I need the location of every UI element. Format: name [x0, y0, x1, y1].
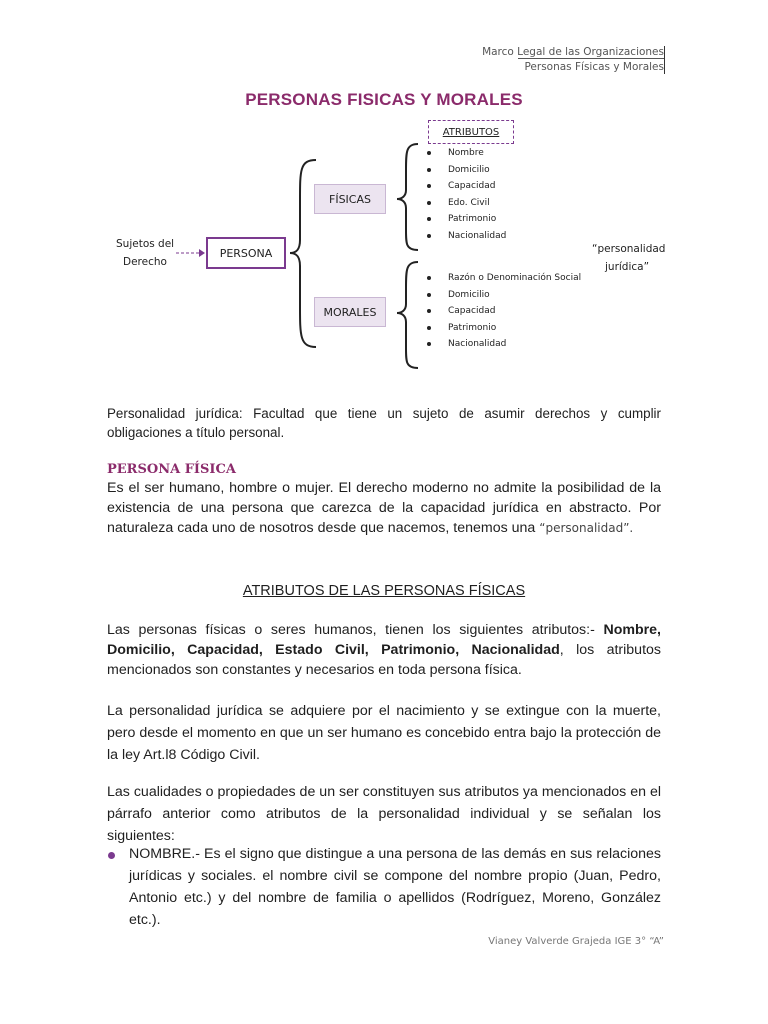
- header-topic: Personas Físicas y Morales: [524, 61, 664, 73]
- personalidad-label-1: “personalidad: [592, 243, 666, 255]
- fisicas-label: FÍSICAS: [329, 192, 371, 206]
- page-title: PERSONAS FISICAS Y MORALES: [245, 90, 523, 109]
- persona-label: PERSONA: [219, 246, 273, 260]
- fisicas-attribute-item: [424, 228, 506, 245]
- fisicas-attribute-label: Capacidad: [448, 181, 496, 192]
- footer-author: Vianey Valverde Grajeda IGE 3° “A”: [488, 936, 664, 947]
- personalidad-quote: “personalidad”.: [539, 521, 634, 535]
- morales-attribute-item: [424, 320, 581, 337]
- bullet-icon: [427, 168, 431, 172]
- nombre-bullet-icon: [108, 852, 115, 859]
- fisicas-attribute-label: Domicilio: [448, 164, 490, 175]
- personalidad-definition: Personalidad jurídica: Facultad que tiene un sujeto de asumir derechos y cumplir obligaciones a título personal.: [107, 406, 661, 440]
- fisicas-attribute-label: Edo. Civil: [448, 197, 490, 208]
- adquisicion-paragraph: La personalidad jurídica se adquiere por el nacimiento y se extingue con la muerte, pero desde el momento en que un ser humano es concebido entra bajo la protección de la ley Art.l8 Código Civil.: [107, 703, 661, 763]
- atributos-section-title: ATRIBUTOS DE LAS PERSONAS FÍSICAS: [242, 583, 526, 599]
- bullet-icon: [427, 342, 431, 346]
- concept-diagram: [0, 110, 768, 380]
- morales-attribute-label: Nacionalidad: [448, 339, 507, 350]
- header-divider: [518, 58, 664, 59]
- morales-attribute-label: Capacidad: [448, 306, 496, 317]
- bullet-icon: [427, 326, 431, 330]
- bullet-icon: [427, 276, 431, 280]
- morales-attribute-item: [424, 303, 581, 320]
- atributos-paragraph-end: , los atributos mencionados son constantes y necesarios en toda persona física.: [107, 642, 661, 678]
- header-subject: Marco Legal de las Organizaciones: [482, 46, 664, 58]
- morales-attribute-item: [424, 336, 581, 353]
- atributos-paragraph: [107, 620, 661, 680]
- fisicas-attribute-label: Nacionalidad: [448, 230, 507, 241]
- atributos-paragraph-intro: Las personas físicas o seres humanos, tienen los siguientes atributos:-: [107, 622, 604, 638]
- fisicas-attribute-item: [424, 178, 506, 195]
- bullet-icon: [427, 309, 431, 313]
- atributos-paragraph-bold: Nombre, Domicilio, Capacidad, Estado Civil, Patrimonio, Nacionalidad: [107, 622, 661, 658]
- bullet-icon: [427, 217, 431, 221]
- persona-box: [206, 237, 286, 269]
- morales-box: [314, 297, 386, 327]
- bullet-icon: [427, 201, 431, 205]
- personalidad-label-2: jurídica”: [605, 261, 650, 273]
- bullet-icon: [427, 184, 431, 188]
- sujetos-label-1: Sujetos del: [116, 238, 175, 250]
- morales-attributes-list: [424, 270, 581, 353]
- bullet-icon: [427, 151, 431, 155]
- nombre-item: NOMBRE.- Es el signo que distingue a una persona de las demás en sus relaciones jurídicas y sociales. el nombre civil se compone del nombre propio (Juan, Pedro, Antonio etc.) y del nombre de familia o apellidos (Rodríguez, Moreno, González etc.).: [129, 846, 661, 928]
- fisicas-attribute-item: [424, 145, 506, 162]
- fisicas-attribute-item: [424, 195, 506, 212]
- fisicas-attribute-label: Patrimonio: [448, 214, 497, 225]
- fisicas-box: [314, 184, 386, 214]
- persona-fisica-body: Es el ser humano, hombre o mujer. El derecho moderno no admite la posibilidad de la existencia de una persona que carezca de la capacidad jurídica en abstracto. Por naturaleza cada uno de nosotros desde que nacemos, tenemos una: [107, 480, 661, 536]
- fisicas-attribute-label: Nombre: [448, 148, 484, 159]
- atributos-label: ATRIBUTOS: [442, 126, 500, 138]
- persona-fisica-heading: PERSONA FÍSICA: [107, 462, 236, 477]
- morales-attribute-item: [424, 270, 581, 287]
- cualidades-paragraph: Las cualidades o propiedades de un ser constituyen sus atributos ya mencionados en el párrafo anterior como atributos de la personalidad individual y se señalan los siguientes:: [107, 784, 661, 844]
- morales-attribute-label: Patrimonio: [448, 322, 497, 333]
- sujetos-label-2: Derecho: [123, 256, 167, 268]
- bullet-icon: [427, 293, 431, 297]
- morales-attribute-label: Razón o Denominación Social: [448, 273, 582, 284]
- fisicas-attribute-item: [424, 162, 506, 179]
- morales-attribute-label: Domicilio: [448, 289, 490, 300]
- morales-attribute-item: [424, 287, 581, 304]
- persona-fisica-text: [107, 478, 661, 538]
- morales-label: MORALES: [323, 305, 377, 319]
- atributos-box: [428, 120, 514, 144]
- fisicas-attributes-list: [424, 145, 506, 244]
- fisicas-attribute-item: [424, 211, 506, 228]
- header-bar: [664, 46, 665, 74]
- bullet-icon: [427, 234, 431, 238]
